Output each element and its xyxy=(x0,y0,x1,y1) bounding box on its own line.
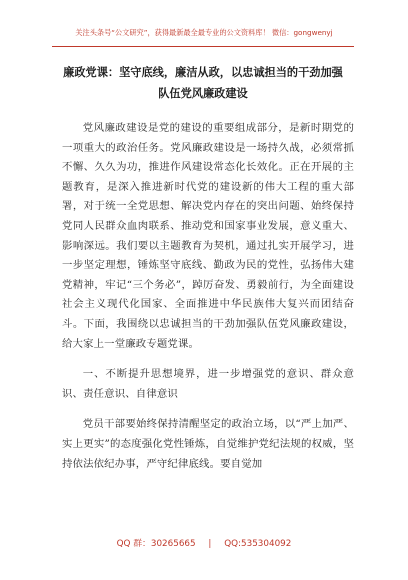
intro-paragraph: 党风廉政建设是党的建设的重要组成部分，是新时期党的一项重大的政治任务。党风廉政建设是一场持久战，必须常抓不懈、久久为功，推进作风建设常态化长效化。正在开展的主题教育，是深入推进新时代党的建设新的伟大工程的重大部署，对于统一全党思想、解决党内存在的突出问题、始终保持党同人民群众血肉联系、推动党和国家事业发展，意义重大、影响深远。我们要以主题教育为契机，通过扎实开展学习，进一步坚定理想，锤炼坚守底线、勤政为民的党性，弘扬伟大建党精神，牢记“三个务必”，踔厉奋发、勇毅前行，为全面建设社会主义现代化国家、全面推进中华民族伟大复兴而团结奋斗。下面，我围绕以忠诚担当的干劲加强队伍党风廉政建设，给大家上一堂廉政专题党课。 xyxy=(62,122,354,350)
section-1-paragraph: 党员干部要始终保持清醒坚定的政治立场，以“严上加严、实上更实”的态度强化党性锤炼，自觉维护党纪法规的权威，坚持依法依纪办事，严守纪律底线。要自觉加 xyxy=(62,418,354,470)
footer-separator: | xyxy=(208,539,212,549)
section-heading-1: 一、不断提升思想境界，进一步增强党的意识、群众意识、责任意识、自律意识 xyxy=(62,368,354,400)
header-banner: 关注头条号“公文研究”，获得最新最全最专业的公文资料库！ 微信：gongwenyj xyxy=(75,28,333,37)
footer-qq-group: QQ 群：30265665 xyxy=(116,539,196,549)
document-title-line-2: 队伍党风廉政建设 xyxy=(158,87,248,100)
document-body xyxy=(62,119,354,550)
footer-contact xyxy=(0,536,408,549)
document-title xyxy=(52,62,354,104)
document-title-line-1: 廉政党课：坚守底线，廉洁从政，以忠诚担当的干劲加强 xyxy=(63,66,343,79)
header-divider xyxy=(52,46,354,47)
footer-qq-number: QQ:535304092 xyxy=(224,539,292,549)
